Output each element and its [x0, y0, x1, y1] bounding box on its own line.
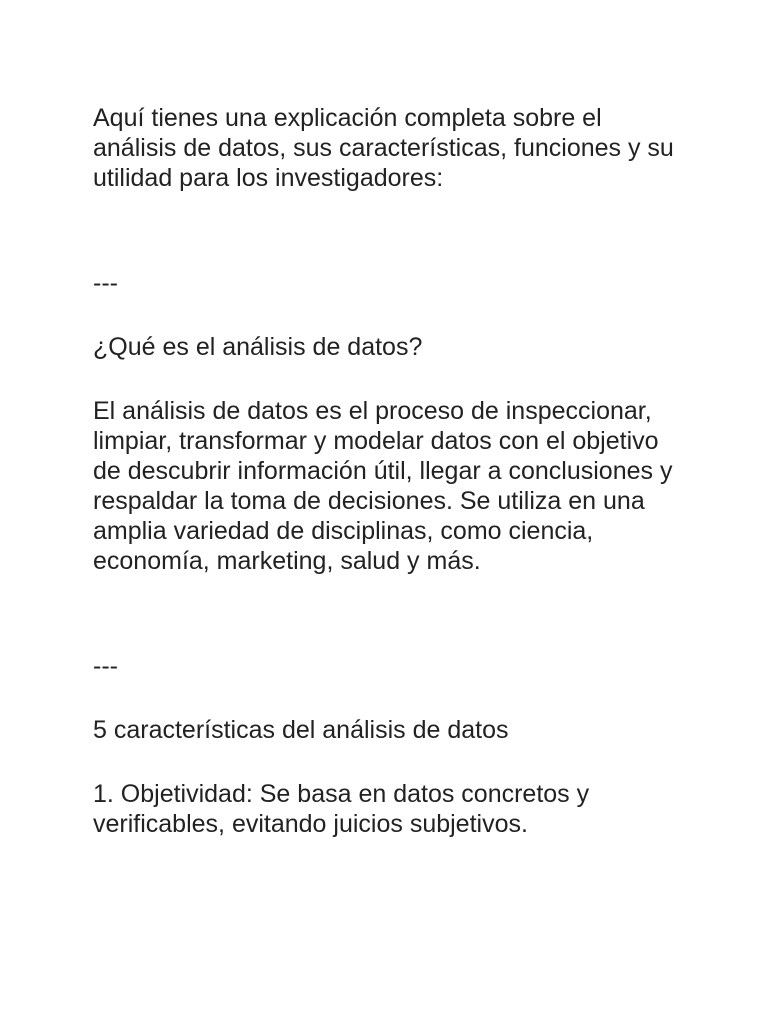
section-heading-what-is: ¿Qué es el análisis de datos?: [93, 333, 423, 361]
separator: ---: [93, 652, 118, 680]
separator: ---: [93, 269, 118, 297]
spacer: [93, 745, 683, 779]
spacer: [93, 193, 683, 268]
spacer: [93, 298, 683, 332]
spacer: [93, 681, 683, 715]
spacer: [93, 362, 683, 396]
list-item: 1. Objetividad: Se basa en datos concretos y verificables, evitando juicios subjetivos.: [93, 780, 590, 838]
intro-paragraph: Aquí tienes una explicación completa sobre el análisis de datos, sus características, funciones y su utilidad para los investigadores:: [93, 104, 674, 192]
document-page: [93, 103, 683, 839]
definition-paragraph: El análisis de datos es el proceso de inspeccionar, limpiar, transformar y modelar datos con el objetivo de descubrir información útil, llegar a conclusiones y respaldar la toma de decisiones. Se utiliza en una amplia variedad de disciplinas, como ciencia, economía, marketing, salud y más.: [93, 397, 673, 575]
spacer: [93, 576, 683, 651]
section-heading-characteristics: 5 características del análisis de datos: [93, 716, 509, 744]
